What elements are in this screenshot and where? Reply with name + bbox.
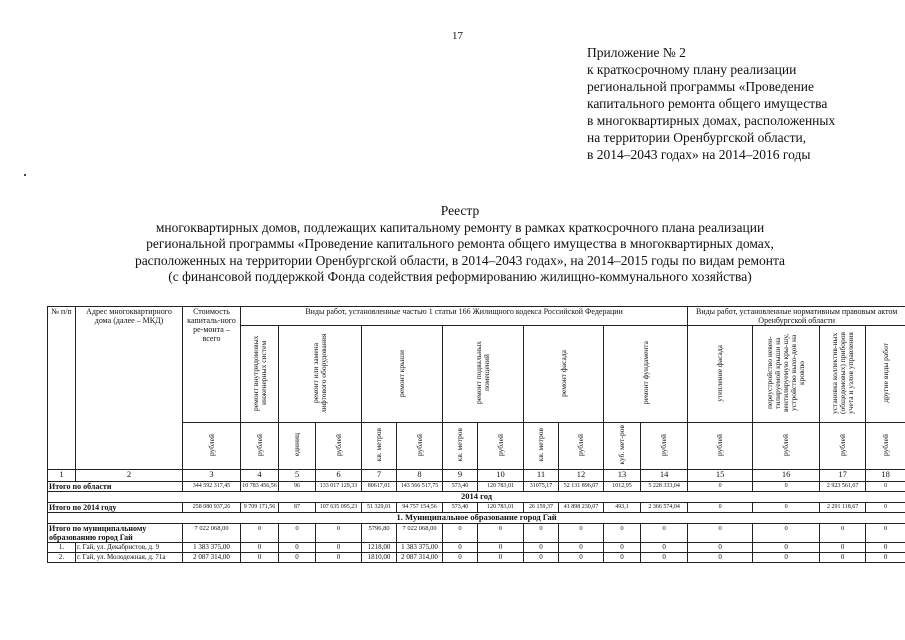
header-work: утепление фасада bbox=[688, 326, 753, 423]
header-work: ремонт внутридомовых инженерных систем bbox=[241, 326, 279, 423]
column-index: 18 bbox=[866, 470, 905, 482]
table-cell: 0 bbox=[641, 524, 688, 543]
table-cell: 0 bbox=[559, 553, 604, 563]
header-unit: рублей bbox=[316, 423, 362, 470]
table-cell: 0 bbox=[443, 553, 478, 563]
appendix-line: на территории Оренбургской области, bbox=[587, 130, 807, 145]
column-index: 9 bbox=[443, 470, 478, 482]
table-cell: 120 783,01 bbox=[478, 482, 524, 492]
appendix-line: региональной программы «Проведение bbox=[587, 79, 815, 94]
title-line: многоквартирных домов, подлежащих капитальному ремонту в рамках краткосрочного плана реализации bbox=[155, 219, 765, 235]
table-cell: 5796,80 bbox=[362, 524, 397, 543]
table-cell: 0 bbox=[279, 543, 316, 553]
header-work: ремонт подвальных помещений bbox=[443, 326, 524, 423]
table-cell: 0 bbox=[524, 543, 559, 553]
header-unit: рублей bbox=[753, 423, 820, 470]
appendix-line: капитального ремонта общего имущества bbox=[587, 96, 828, 111]
header-unit: рублей bbox=[820, 423, 866, 470]
municipality-section-row bbox=[48, 513, 905, 524]
table-cell: 0 bbox=[524, 553, 559, 563]
header-cost: Стоимость капиталь-ного ре-монта – всего bbox=[183, 307, 241, 423]
table-cell: 0 bbox=[604, 524, 641, 543]
column-index: 5 bbox=[279, 470, 316, 482]
column-index: 11 bbox=[524, 470, 559, 482]
column-index: 14 bbox=[641, 470, 688, 482]
header-unit: куб. мет-ров bbox=[604, 423, 641, 470]
table-cell: 26 159,37 bbox=[524, 503, 559, 513]
title-line: расположенных на территории Оренбургской области, в 2014–2043 годах», на 2014–2015 годы по видам ремонта bbox=[134, 252, 786, 268]
table-cell: 2 923 561,67 bbox=[820, 482, 866, 492]
table-cell: 120 783,01 bbox=[478, 503, 524, 513]
column-index: 13 bbox=[604, 470, 641, 482]
table-cell: 2 087 314,00 bbox=[397, 553, 443, 563]
title-line: региональной программы «Проведение капитального ремонта общего имущества в многоквартирных домах, bbox=[146, 236, 774, 251]
table-cell: 0 bbox=[641, 553, 688, 563]
table-cell: 0 bbox=[316, 543, 362, 553]
table-cell: 0 bbox=[316, 524, 362, 543]
table-cell: 41 898 230,07 bbox=[559, 503, 604, 513]
table-cell: 51 329,01 bbox=[362, 503, 397, 513]
table-cell: 0 bbox=[241, 543, 279, 553]
column-index: 16 bbox=[753, 470, 820, 482]
table-row bbox=[48, 553, 905, 563]
municipality-heading: 1. Муниципальное образование город Гай bbox=[48, 513, 905, 524]
header-unit: рублей bbox=[183, 423, 241, 470]
row-number: 2. bbox=[48, 553, 76, 563]
table-cell: 0 bbox=[753, 503, 820, 513]
column-index: 8 bbox=[397, 470, 443, 482]
appendix-line: в 2014–2043 годах» на 2014–2016 годы bbox=[587, 147, 811, 162]
table-cell: 0 bbox=[688, 482, 753, 492]
column-index: 15 bbox=[688, 470, 753, 482]
header-work: ремонт или замена лифтового оборудования bbox=[279, 326, 362, 423]
table-cell: 0 bbox=[688, 524, 753, 543]
header-unit: кв. метров bbox=[524, 423, 559, 470]
table-cell: 0 bbox=[820, 524, 866, 543]
table-cell: 0 bbox=[866, 503, 905, 513]
table-cell: 5 228 333,04 bbox=[641, 482, 688, 492]
column-index: 12 bbox=[559, 470, 604, 482]
header-address: Адрес многоквартирного дома (далее – МКД) bbox=[76, 307, 183, 470]
header-work: переустройство невен-тилируемой крыши на вентилируемую кры-шу, устройство выхо-дов на кровлю bbox=[753, 326, 820, 423]
table-cell: 493,1 bbox=[604, 503, 641, 513]
header-unit: рублей bbox=[866, 423, 905, 470]
header-work: ремонт фасада bbox=[524, 326, 604, 423]
appendix-line: Приложение № 2 bbox=[587, 45, 686, 60]
table-cell: 0 bbox=[866, 553, 905, 563]
table-cell: 0 bbox=[279, 553, 316, 563]
column-index: 10 bbox=[478, 470, 524, 482]
table-cell: 1810,00 bbox=[362, 553, 397, 563]
scan-speck bbox=[24, 174, 26, 176]
header-unit: рублей bbox=[559, 423, 604, 470]
table-cell: 96 bbox=[279, 482, 316, 492]
table-cell: 107 635 095,23 bbox=[316, 503, 362, 513]
header-work: ремонт фундамента bbox=[604, 326, 688, 423]
column-index: 6 bbox=[316, 470, 362, 482]
table-cell: 0 bbox=[820, 543, 866, 553]
table-row bbox=[48, 543, 905, 553]
table-cell: 0 bbox=[753, 524, 820, 543]
table-cell: 0 bbox=[604, 553, 641, 563]
table-cell: 52 131 896,07 bbox=[559, 482, 604, 492]
row-number: 1. bbox=[48, 543, 76, 553]
title-heading: Реестр bbox=[440, 203, 480, 218]
header-unit: кв. метров bbox=[443, 423, 478, 470]
column-index: 1 bbox=[48, 470, 76, 482]
table-cell: 573,40 bbox=[443, 482, 478, 492]
title-line: (с финансовой поддержкой Фонда содействия реформированию жилищно-коммунального хозяйства) bbox=[168, 269, 752, 284]
table-cell: 2 366 574,04 bbox=[641, 503, 688, 513]
table-cell: 10 783 456,56 bbox=[241, 482, 279, 492]
table-cell: 2 291 118,67 bbox=[820, 503, 866, 513]
column-index: 17 bbox=[820, 470, 866, 482]
table-cell: 2 087 314,00 bbox=[183, 553, 241, 563]
table-cell: 9 709 171,56 bbox=[241, 503, 279, 513]
row-address: г. Гай, ул. Декабристов, д. 9 bbox=[76, 543, 183, 553]
table-cell: 0 bbox=[753, 553, 820, 563]
header-unit: рублей bbox=[241, 423, 279, 470]
table-cell: 0 bbox=[316, 553, 362, 563]
table-cell: 31075,17 bbox=[524, 482, 559, 492]
table-cell: 7 022 068,00 bbox=[397, 524, 443, 543]
table-cell: 0 bbox=[559, 524, 604, 543]
year-heading: 2014 год bbox=[48, 492, 905, 503]
header-unit: рублей bbox=[688, 423, 753, 470]
appendix-line: к краткосрочному плану реализации bbox=[587, 62, 797, 77]
header-unit: рублей bbox=[478, 423, 524, 470]
table-cell: 258 080 937,26 bbox=[183, 503, 241, 513]
column-index: 4 bbox=[241, 470, 279, 482]
table-cell: 0 bbox=[688, 543, 753, 553]
header-unit: рублей bbox=[397, 423, 443, 470]
table-cell: 80617,01 bbox=[362, 482, 397, 492]
column-index-row bbox=[48, 470, 905, 482]
table-cell: 0 bbox=[866, 524, 905, 543]
table-cell: 1 383 375,00 bbox=[183, 543, 241, 553]
table-cell: 0 bbox=[478, 543, 524, 553]
registry-table bbox=[47, 306, 905, 563]
header-unit: рублей bbox=[641, 423, 688, 470]
table-cell: 0 bbox=[866, 482, 905, 492]
table-cell: 0 bbox=[443, 524, 478, 543]
table-cell: 0 bbox=[524, 524, 559, 543]
table-cell: 0 bbox=[753, 482, 820, 492]
table-cell: 0 bbox=[478, 553, 524, 563]
row-label: Итого по муниципальному образованию город Гай bbox=[48, 524, 183, 543]
table-cell: 0 bbox=[604, 543, 641, 553]
table-cell: 0 bbox=[478, 524, 524, 543]
header-work: ремонт крыши bbox=[362, 326, 443, 423]
table-cell: 94 757 154,56 bbox=[397, 503, 443, 513]
table-cell: 1012,95 bbox=[604, 482, 641, 492]
table-cell: 573,40 bbox=[443, 503, 478, 513]
row-label: Итого по 2014 году bbox=[48, 503, 183, 513]
year-section-row bbox=[48, 492, 905, 503]
header-work: другие виды работ bbox=[866, 326, 905, 423]
table-cell: 1 383 375,00 bbox=[397, 543, 443, 553]
column-index: 3 bbox=[183, 470, 241, 482]
table-cell: 0 bbox=[753, 543, 820, 553]
row-label: Итого по области bbox=[48, 482, 183, 492]
table-cell: 0 bbox=[279, 524, 316, 543]
header-num: № п/п bbox=[48, 307, 76, 470]
table-cell: 1218,00 bbox=[362, 543, 397, 553]
column-index: 2 bbox=[76, 470, 183, 482]
table-cell: 7 022 068,00 bbox=[183, 524, 241, 543]
table-cell: 143 566 517,75 bbox=[397, 482, 443, 492]
total-2014-row bbox=[48, 503, 905, 513]
header-unit: единиц bbox=[279, 423, 316, 470]
header-group-federal: Виды работ, установленные частью 1 статьи 166 Жилищного кодекса Российской Федерации bbox=[241, 307, 688, 326]
page-number: 17 bbox=[452, 30, 463, 42]
table-cell: 0 bbox=[443, 543, 478, 553]
header-work: установка коллектив-ных (общедомовых) приборов учета и узлов управления bbox=[820, 326, 866, 423]
total-region-row bbox=[48, 482, 905, 492]
header-unit: кв. метров bbox=[362, 423, 397, 470]
table-cell: 344 592 317,45 bbox=[183, 482, 241, 492]
document-title bbox=[40, 203, 880, 286]
table-cell: 0 bbox=[641, 543, 688, 553]
row-address: г. Гай, ул. Молодежная, д. 71а bbox=[76, 553, 183, 563]
column-index: 7 bbox=[362, 470, 397, 482]
table-cell: 0 bbox=[688, 553, 753, 563]
table-cell: 0 bbox=[688, 503, 753, 513]
table-cell: 0 bbox=[820, 553, 866, 563]
table-cell: 0 bbox=[241, 553, 279, 563]
table-cell: 0 bbox=[866, 543, 905, 553]
appendix-header bbox=[587, 44, 887, 163]
table-cell: 0 bbox=[559, 543, 604, 553]
table-cell: 87 bbox=[279, 503, 316, 513]
header-group-regional: Виды работ, установленные нормативным правовым актом Оренбургской области bbox=[688, 307, 905, 326]
total-municipality-row bbox=[48, 524, 905, 543]
table-cell: 133 017 129,33 bbox=[316, 482, 362, 492]
appendix-line: в многоквартирных домах, расположенных bbox=[587, 113, 836, 128]
table-cell: 0 bbox=[241, 524, 279, 543]
